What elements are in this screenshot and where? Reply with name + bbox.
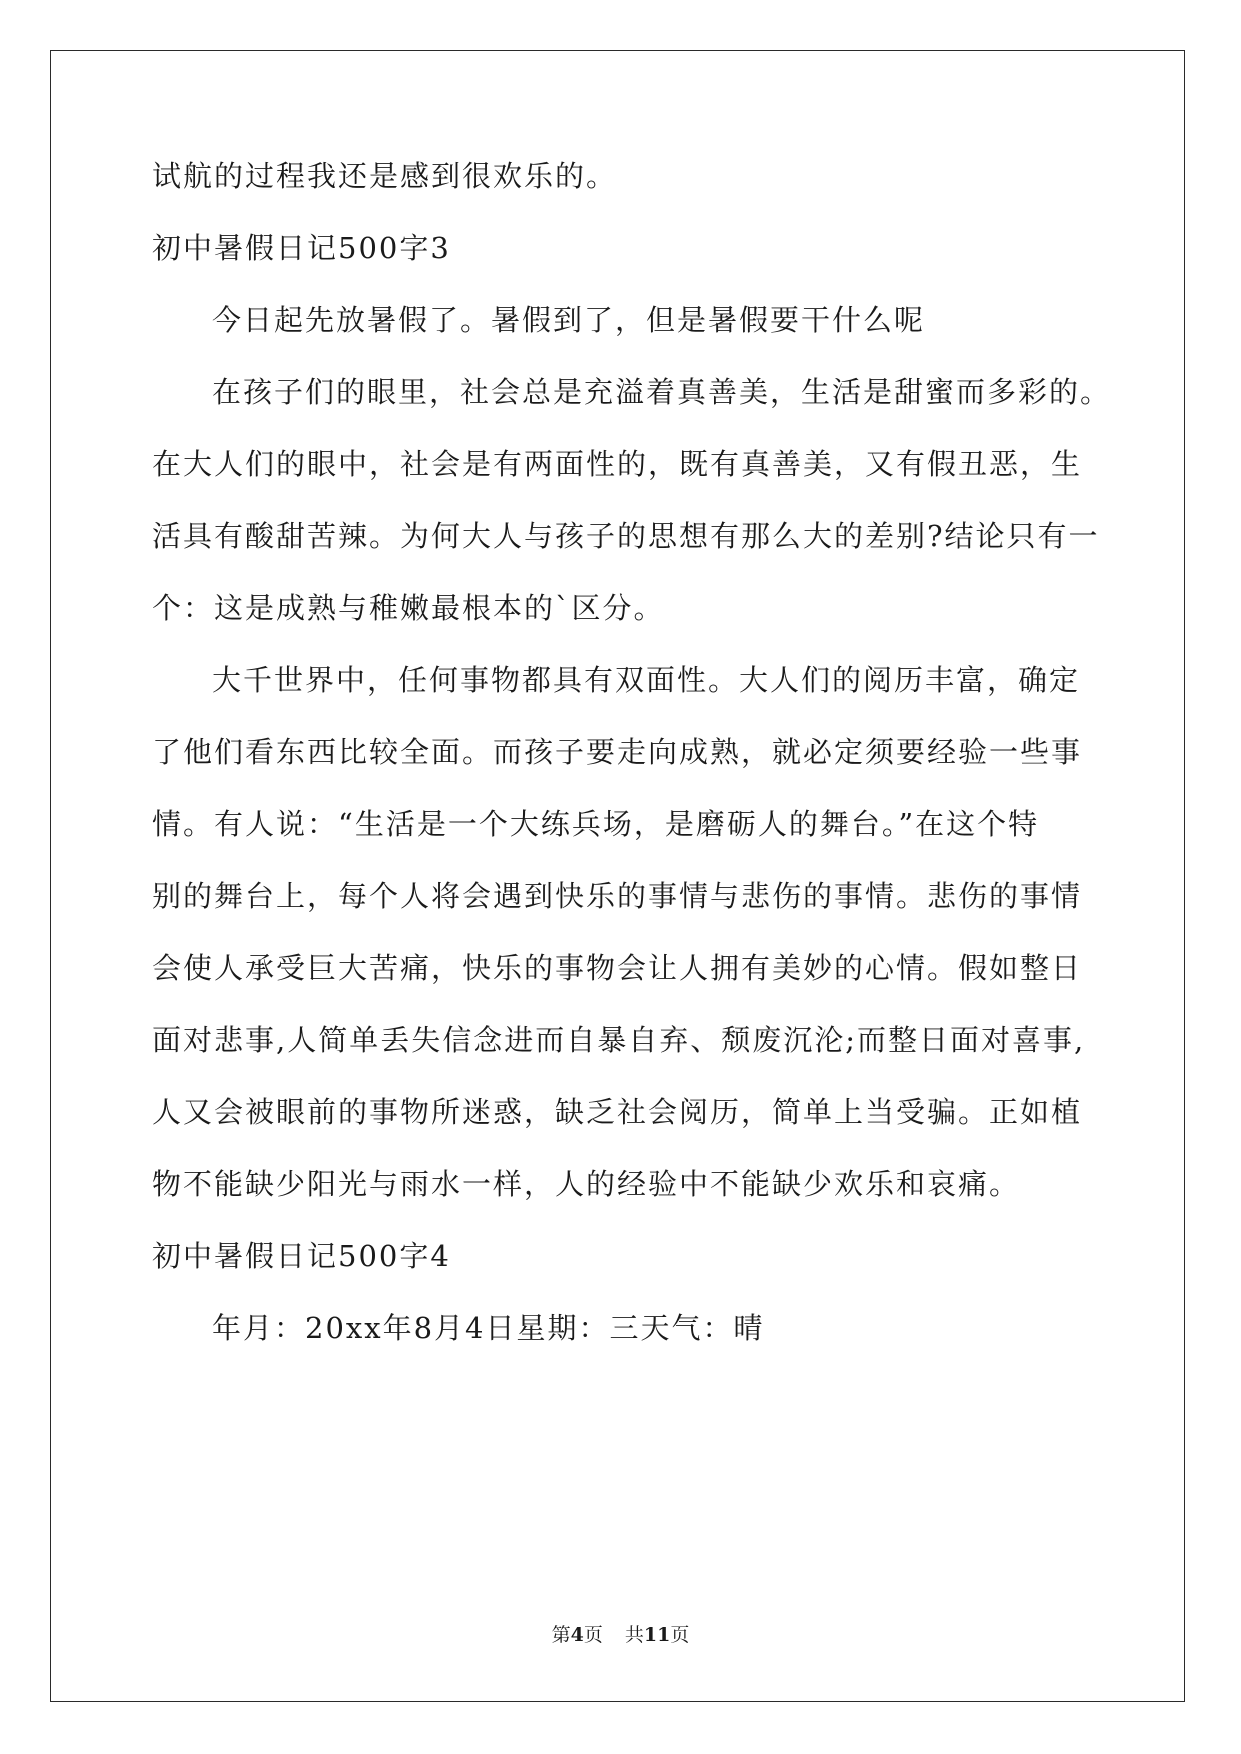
paragraph-line: 了他们看东西比较全面。而孩子要走向成熟，就必定须要经验一些事 xyxy=(152,735,1083,769)
paragraph-line: 年月：20xx年8月4日星期：三天气：晴 xyxy=(212,1311,765,1345)
section-heading: 初中暑假日记500字4 xyxy=(152,1239,451,1273)
page-number: 4 xyxy=(570,1624,584,1646)
paragraph-line: 面对悲事,人简单丢失信念进而自暴自弃、颓废沉沦;而整日面对喜事, xyxy=(152,1023,1086,1057)
paragraph-line: 别的舞台上，每个人将会遇到快乐的事情与悲伤的事情。悲伤的事情 xyxy=(152,879,1083,913)
paragraph-line: 大千世界中，任何事物都具有双面性。大人们的阅历丰富，确定 xyxy=(212,663,1081,697)
page-total: 11 xyxy=(643,1624,671,1646)
paragraph-line: 人又会被眼前的事物所迷惑，缺乏社会阅历，简单上当受骗。正如植 xyxy=(152,1095,1083,1129)
paragraph-line: 活具有酸甜苦辣。为何大人与孩子的思想有那么大的差别?结论只有一 xyxy=(152,519,1100,553)
paragraph-line: 试航的过程我还是感到很欢乐的。 xyxy=(152,159,618,193)
footer-total-prefix: 共 xyxy=(624,1624,644,1646)
paragraph-line: 在大人们的眼中，社会是有两面性的，既有真善美，又有假丑恶，生 xyxy=(152,447,1083,481)
paragraph-line: 在孩子们的眼里，社会总是充溢着真善美，生活是甜蜜而多彩的。 xyxy=(212,375,1112,409)
paragraph-line: 物不能缺少阳光与雨水一样，人的经验中不能缺少欢乐和哀痛。 xyxy=(152,1167,1021,1201)
footer-page-suffix: 页 xyxy=(583,1624,603,1646)
paragraph-line: 会使人承受巨大苦痛，快乐的事物会让人拥有美妙的心情。假如整日 xyxy=(152,951,1083,985)
footer-prefix: 第 xyxy=(551,1624,571,1646)
paragraph-line: 情。有人说：“生活是一个大练兵场，是磨砺人的舞台。”在这个特 xyxy=(152,807,1040,841)
section-heading: 初中暑假日记500字3 xyxy=(152,231,451,265)
footer-total-suffix: 页 xyxy=(670,1624,690,1646)
page-footer xyxy=(0,1620,1241,1647)
paragraph-line: 个：这是成熟与稚嫩最根本的`区分。 xyxy=(152,591,665,625)
paragraph-line: 今日起先放暑假了。暑假到了，但是暑假要干什么呢 xyxy=(212,303,926,337)
